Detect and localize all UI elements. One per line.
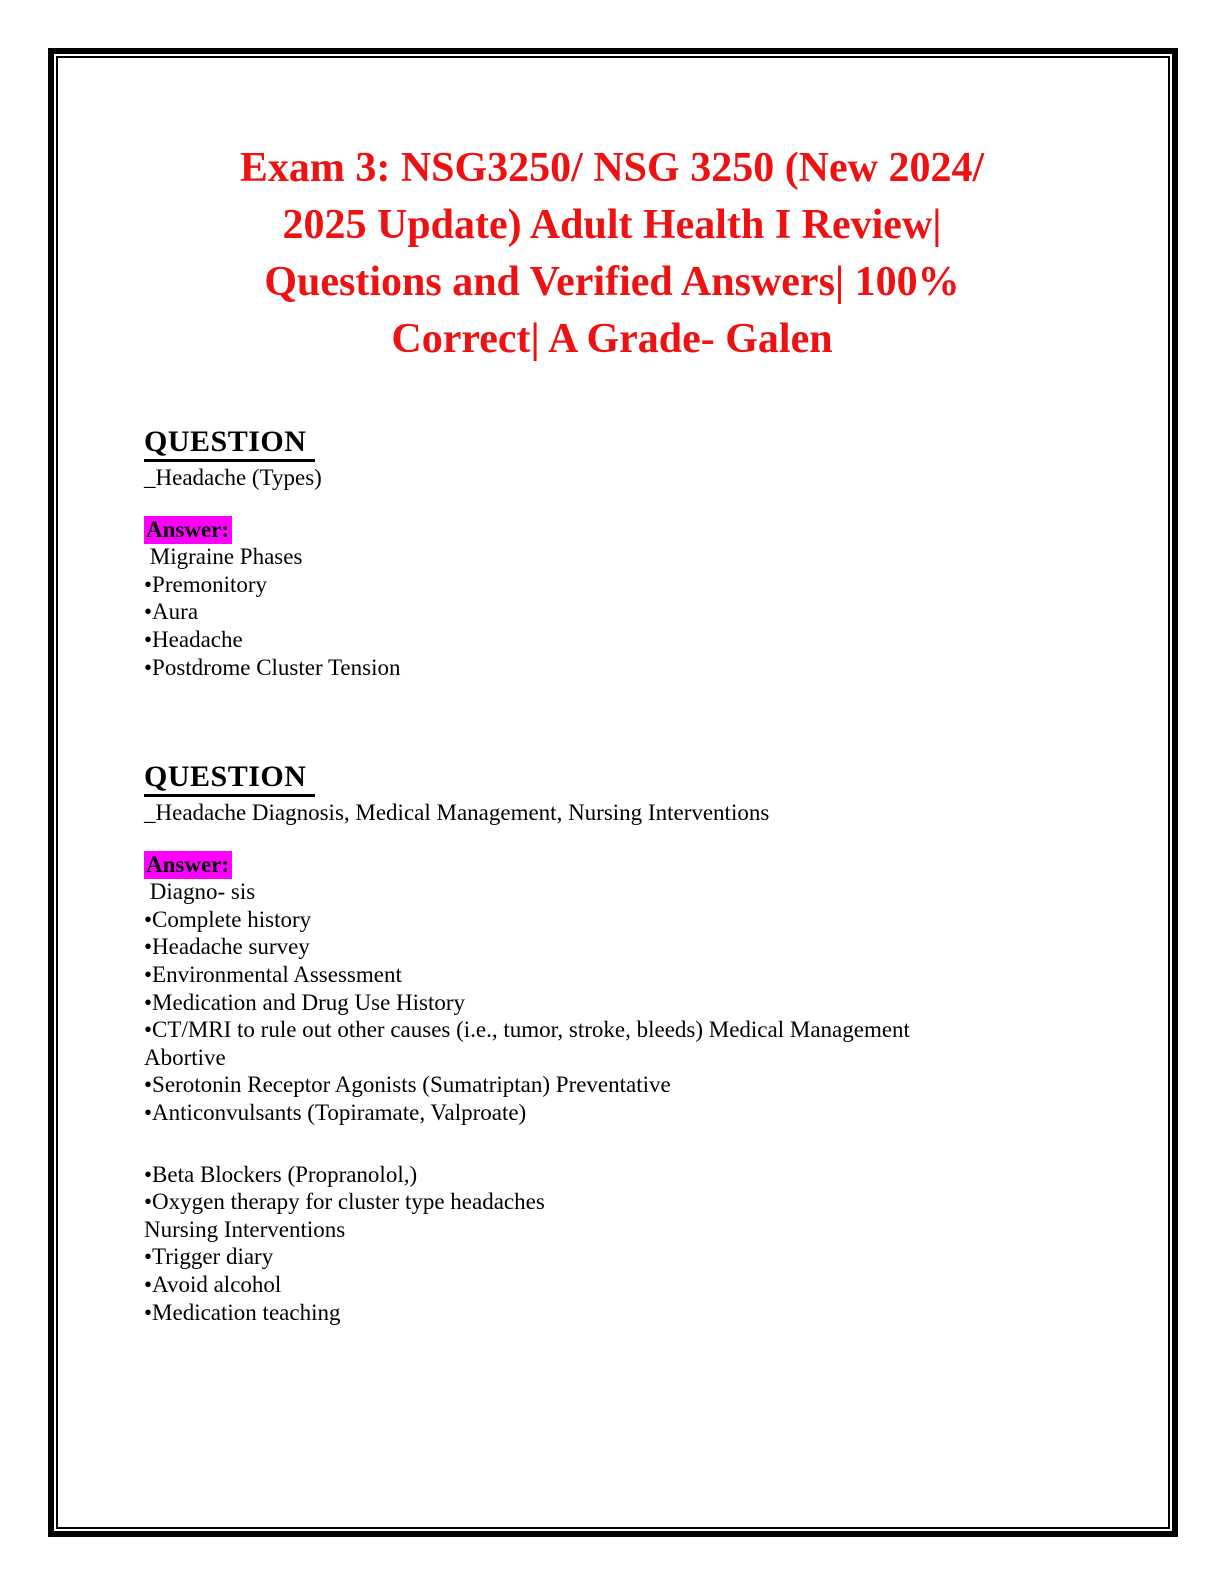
answer-line: •Serotonin Receptor Agonists (Sumatriptan) Preventative	[144, 1072, 671, 1098]
question-heading: QUESTION	[144, 426, 315, 462]
answer-line: •Premonitory	[144, 571, 268, 597]
answer-line: •Headache	[144, 626, 243, 652]
question-text-line	[144, 464, 1168, 492]
answer-line: Nursing Interventions	[144, 1216, 346, 1242]
answer-line: •Anticonvulsants (Topiramate, Valproate)	[144, 1099, 527, 1125]
answer-line: •Medication teaching	[144, 1299, 341, 1325]
title-line-2: 2025 Update) Adult Health I Review|	[282, 202, 942, 248]
answer-line: •Postdrome Cluster Tension	[144, 654, 401, 680]
question-marker: _	[144, 800, 156, 825]
title-line-4: Correct| A Grade- Galen	[391, 316, 833, 362]
answer-label: Answer:	[144, 516, 232, 544]
title-line-1: Exam 3: NSG3250/ NSG 3250 (New 2024/	[239, 145, 985, 191]
answer-line: •Environmental Assessment	[144, 961, 402, 987]
question-text: Headache (Types)	[155, 465, 322, 490]
question-heading: QUESTION	[144, 761, 315, 797]
question-heading-row	[144, 426, 1168, 464]
answer-label-line	[144, 516, 1168, 544]
answer-line: •Beta Blockers (Propranolol,)	[144, 1161, 418, 1187]
answer-line: •Aura	[144, 599, 199, 625]
answer-line: •Headache survey	[144, 934, 310, 960]
answer-block	[144, 516, 1168, 682]
answer-label-line	[144, 851, 1168, 879]
answer-block	[144, 851, 1168, 1327]
answer-line: •Complete history	[144, 906, 312, 932]
question-text-line	[144, 799, 1168, 827]
question-heading-row	[144, 761, 1168, 799]
question-section-2	[144, 761, 1168, 1326]
question-text: Headache Diagnosis, Medical Management, Nursing Interventions	[155, 800, 770, 825]
answer-line: •CT/MRI to rule out other causes (i.e., tumor, stroke, bleeds) Medical Management	[144, 1017, 910, 1043]
answer-label: Answer:	[144, 851, 232, 879]
question-section-1	[144, 426, 1168, 681]
question-marker: _	[144, 465, 156, 490]
answer-line: Diagno- sis	[144, 879, 256, 905]
answer-line: Abortive	[144, 1044, 226, 1070]
answer-line: Migraine Phases	[144, 544, 303, 570]
answer-line: •Avoid alcohol	[144, 1271, 282, 1297]
answer-line: •Medication and Drug Use History	[144, 989, 466, 1015]
title-line-3: Questions and Verified Answers| 100%	[264, 259, 960, 305]
answer-line: •Oxygen therapy for cluster type headaches	[144, 1189, 545, 1215]
document-title	[0, 140, 1224, 368]
answer-line: •Trigger diary	[144, 1244, 274, 1270]
